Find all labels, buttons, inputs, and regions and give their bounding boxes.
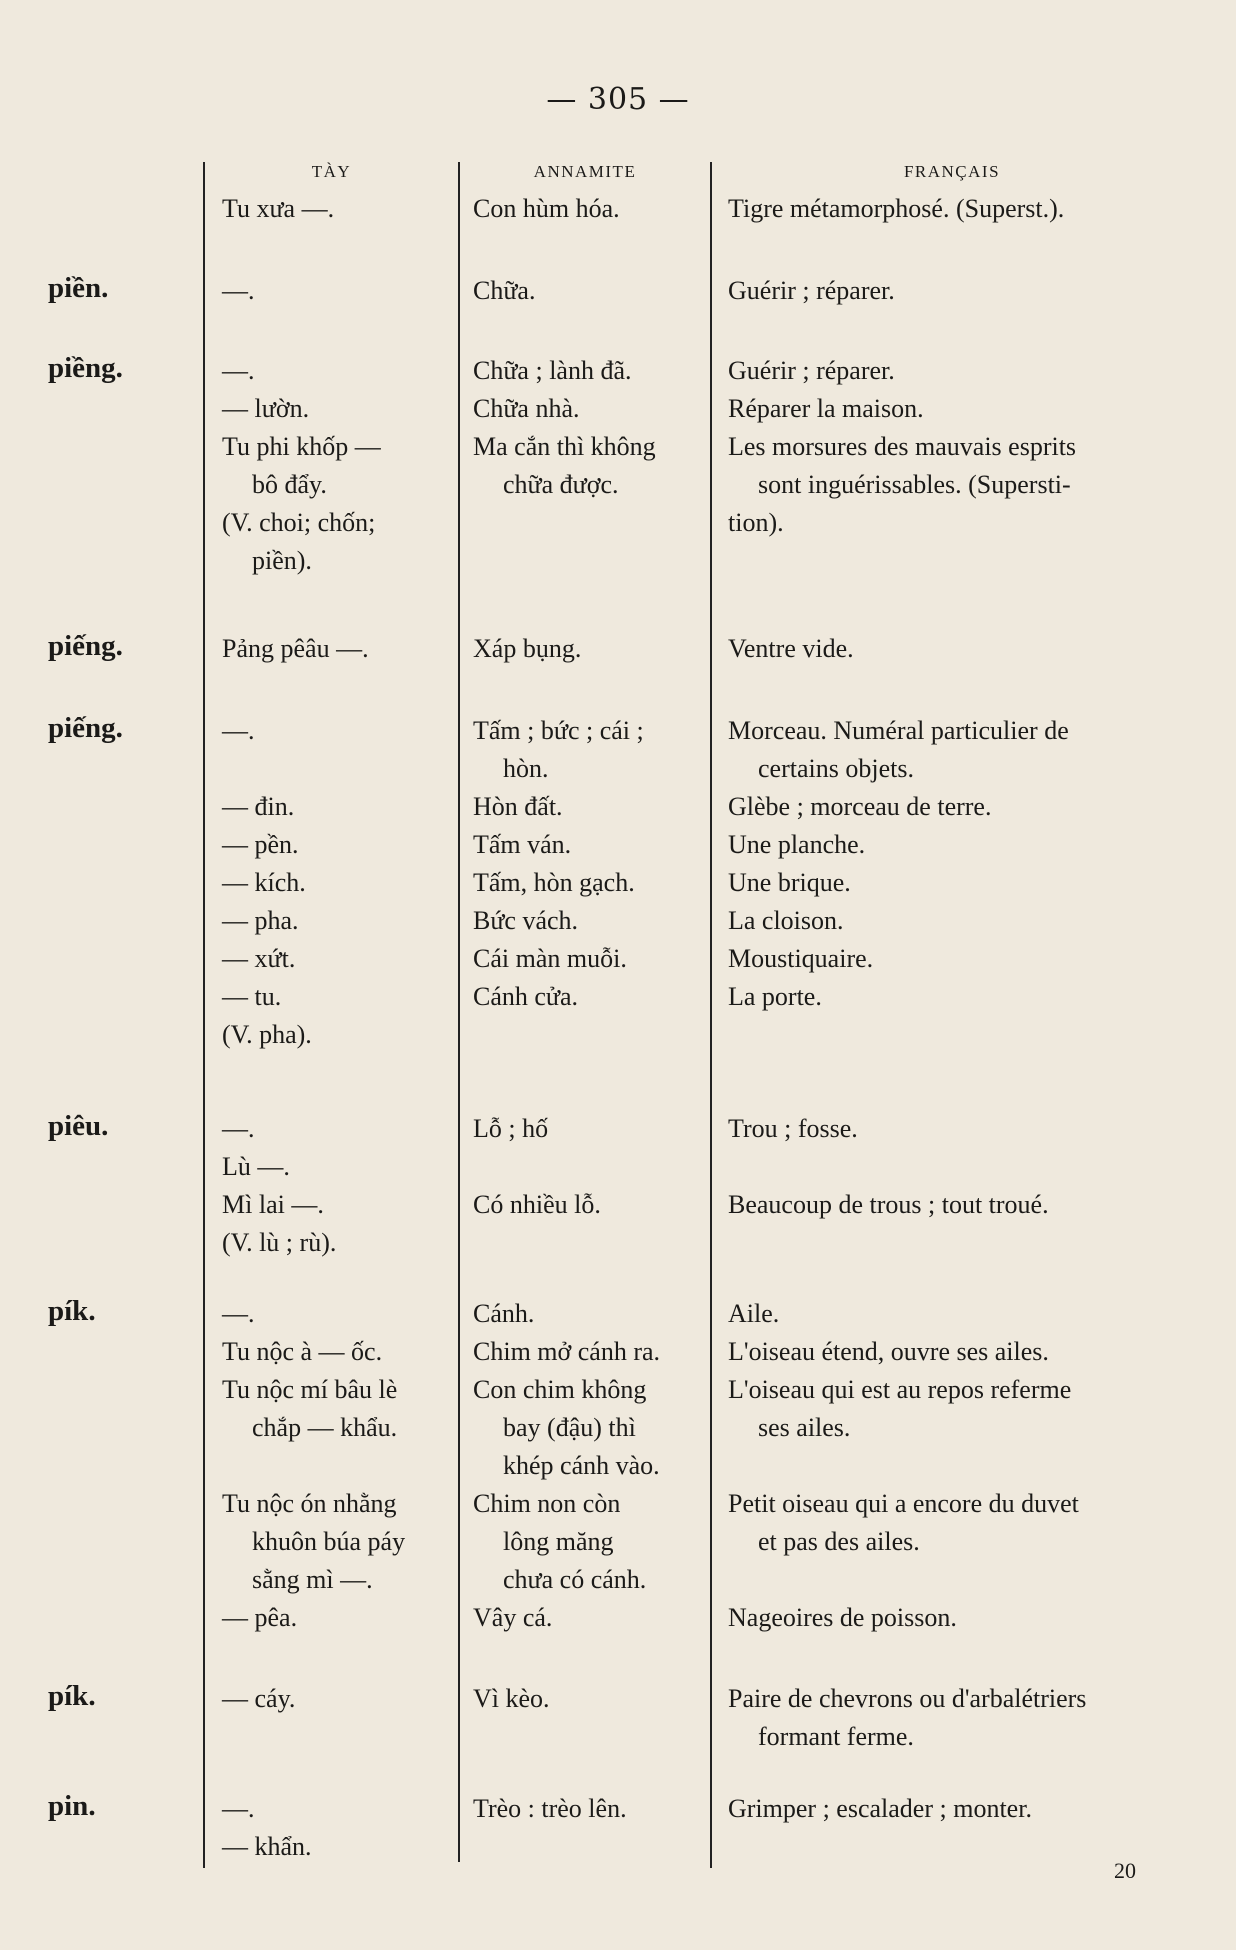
tay-text-line: — cáy. (222, 1684, 296, 1713)
french-text-line: Réparer la maison. (728, 394, 924, 423)
entry-row (0, 1371, 1236, 1485)
annamite-text-line: Tấm ; bức ; cái ; (473, 716, 644, 745)
tay-text (222, 1680, 454, 1718)
sheet-signature: 20 (1114, 1858, 1136, 1883)
french-text (728, 190, 1198, 228)
tay-text (222, 1828, 454, 1866)
annamite-text (473, 1186, 705, 1224)
entry-row (0, 978, 1236, 1016)
annamite-text-line: Hòn đất. (473, 792, 563, 821)
french-text-line: Aile. (728, 1299, 780, 1328)
french-text (728, 1599, 1198, 1637)
annamite-text (473, 630, 705, 668)
annamite-text-line: Chim mở cánh ra. (473, 1337, 661, 1366)
tay-text-line: — đin. (222, 792, 295, 821)
french-text-line: Les morsures des mauvais esprits (728, 432, 1077, 461)
annamite-text-line: Vì kèo. (473, 1684, 550, 1713)
headword: piêu. (48, 1110, 109, 1142)
annamite-text-line: chưa có cánh. (503, 1565, 647, 1594)
tay-text-line: chắp — khẩu. (252, 1413, 398, 1442)
entry-row (0, 1333, 1236, 1371)
annamite-text-line: Vây cá. (473, 1603, 553, 1632)
annamite-text-line: lông măng (503, 1527, 614, 1556)
tay-text-line: — lườn. (222, 394, 310, 423)
tay-text-line: Lù —. (222, 1152, 290, 1181)
french-text-line: et pas des ailes. (758, 1527, 920, 1556)
tay-text-line: —. (222, 276, 255, 305)
french-text-line: Trou ; fosse. (728, 1114, 858, 1143)
tay-text (222, 1110, 454, 1148)
headword: piếng. (48, 712, 123, 744)
tay-text-line: — pền. (222, 830, 299, 859)
french-text-line: formant ferme. (758, 1722, 914, 1751)
entry-row (0, 940, 1236, 978)
tay-text (222, 864, 454, 902)
column-header-annamite: ANNAMITE (533, 162, 637, 181)
french-text (728, 352, 1198, 390)
annamite-text (473, 1371, 705, 1485)
tay-text (222, 826, 454, 864)
french-text-line: Guérir ; réparer. (728, 276, 895, 305)
french-text (728, 1186, 1198, 1224)
french-text-line: Ventre vide. (728, 634, 854, 663)
annamite-text-line: Có nhiều lỗ. (473, 1190, 601, 1219)
column-header-tay: TÀY (311, 162, 352, 181)
tay-text-line: Tu nộc mí bâu lè (222, 1375, 398, 1404)
french-text-line: Une brique. (728, 868, 851, 897)
tay-text (222, 1148, 454, 1186)
french-text (728, 272, 1198, 310)
tay-text-line: —. (222, 356, 255, 385)
entry-row (0, 190, 1236, 228)
tay-text-line: Tu nộc à — ốc. (222, 1337, 383, 1366)
french-text (728, 630, 1198, 668)
annamite-text (473, 428, 705, 504)
annamite-text (473, 826, 705, 864)
annamite-text (473, 902, 705, 940)
entry-row (0, 390, 1236, 428)
entry-row (0, 712, 1236, 788)
tay-text-line: Tu nộc ón nhằng (222, 1489, 397, 1518)
annamite-text-line: Trèo : trèo lên. (473, 1794, 627, 1823)
tay-text-line: Tu phi khốp — (222, 432, 381, 461)
french-text-line: ses ailes. (758, 1413, 851, 1442)
tay-text (222, 1599, 454, 1637)
tay-text-line: Tu xưa —. (222, 194, 335, 223)
entry-row (0, 902, 1236, 940)
annamite-text (473, 1680, 705, 1718)
entry-row (0, 1790, 1236, 1828)
annamite-text (473, 1599, 705, 1637)
entry-row (0, 1485, 1236, 1599)
annamite-text (473, 1333, 705, 1371)
french-text-line: Tigre métamorphosé. (Superst.). (728, 194, 1065, 223)
entry-row (0, 1148, 1236, 1186)
entry-row (0, 1110, 1236, 1148)
tay-text (222, 1016, 454, 1054)
annamite-text (473, 190, 705, 228)
tay-text-line: — pha. (222, 906, 299, 935)
tay-text (222, 712, 454, 750)
french-text-line: L'oiseau étend, ouvre ses ailes. (728, 1337, 1049, 1366)
tay-text (222, 940, 454, 978)
annamite-text-line: Chữa nhà. (473, 394, 580, 423)
french-text-line: tion). (728, 508, 784, 537)
annamite-text-line: Cánh. (473, 1299, 535, 1328)
french-text (728, 1790, 1198, 1828)
annamite-text-line: chữa được. (503, 470, 619, 499)
french-text-line: Guérir ; réparer. (728, 356, 895, 385)
tay-text-line: khuôn búa páy (252, 1527, 406, 1556)
entry-row (0, 788, 1236, 826)
french-text-line: Une planche. (728, 830, 866, 859)
annamite-text (473, 1110, 705, 1148)
entry-row (0, 1599, 1236, 1637)
french-text-line: Paire de chevrons ou d'arbalétriers (728, 1684, 1087, 1713)
entry-row (0, 428, 1236, 504)
tay-text (222, 630, 454, 668)
french-text-line: La cloison. (728, 906, 844, 935)
french-text-line: sont inguérissables. (Supersti- (758, 470, 1071, 499)
entry-row (0, 1680, 1236, 1756)
tay-text-line: —. (222, 1299, 255, 1328)
entry-row (0, 1016, 1236, 1054)
french-text-line: Moustiquaire. (728, 944, 874, 973)
entry-row (0, 272, 1236, 310)
headword: pík. (48, 1295, 96, 1327)
french-text-line: Morceau. Numéral particulier de (728, 716, 1069, 745)
annamite-text (473, 712, 705, 788)
entry-row (0, 1295, 1236, 1333)
annamite-text-line: Cánh cửa. (473, 982, 579, 1011)
annamite-text-line: Xáp bụng. (473, 634, 582, 663)
entry-row (0, 1828, 1236, 1866)
tay-text (222, 902, 454, 940)
french-text (728, 902, 1198, 940)
french-text (728, 1110, 1198, 1148)
tay-text-line: — xứt. (222, 944, 296, 973)
annamite-text-line: khép cánh vào. (503, 1451, 660, 1480)
french-text (728, 978, 1198, 1016)
tay-text (222, 1371, 454, 1447)
entry-row (0, 1224, 1236, 1262)
tay-text-line: (V. pha). (222, 1020, 312, 1049)
french-text-line: Grimper ; escalader ; monter. (728, 1794, 1032, 1823)
french-text (728, 1371, 1198, 1447)
headword: piền. (48, 272, 109, 304)
annamite-text (473, 978, 705, 1016)
entry-row (0, 352, 1236, 390)
headword: pin. (48, 1790, 96, 1822)
annamite-text-line: bay (đậu) thì (503, 1413, 636, 1442)
french-text (728, 390, 1198, 428)
french-text (728, 940, 1198, 978)
tay-text-line: —. (222, 716, 255, 745)
french-text (728, 1333, 1198, 1371)
annamite-text-line: Tấm ván. (473, 830, 572, 859)
tay-text (222, 1224, 454, 1262)
tay-text-line: — kích. (222, 868, 306, 897)
french-text-line: La porte. (728, 982, 822, 1011)
tay-text (222, 1333, 454, 1371)
annamite-text (473, 1485, 705, 1599)
french-text-line: Beaucoup de trous ; tout troué. (728, 1190, 1049, 1219)
annamite-text (473, 940, 705, 978)
annamite-text-line: Chữa. (473, 276, 536, 305)
french-text-line: certains objets. (758, 754, 914, 783)
tay-text (222, 504, 454, 580)
tay-text-line: — tu. (222, 982, 282, 1011)
annamite-text-line: Lỗ ; hố (473, 1114, 549, 1143)
tay-text (222, 1790, 454, 1828)
tay-text-line: —. (222, 1114, 255, 1143)
annamite-text-line: Con hùm hóa. (473, 194, 620, 223)
entry-row (0, 630, 1236, 668)
french-text-line: L'oiseau qui est au repos referme (728, 1375, 1072, 1404)
french-text-line: Nageoires de poisson. (728, 1603, 957, 1632)
french-text (728, 788, 1198, 826)
tay-text-line: Pảng pêâu —. (222, 634, 369, 663)
tay-text (222, 1295, 454, 1333)
tay-text-line: — khẩn. (222, 1832, 312, 1861)
french-text-line: Petit oiseau qui a encore du duvet (728, 1489, 1079, 1518)
tay-text (222, 272, 454, 310)
headword: pík. (48, 1680, 96, 1712)
tay-text (222, 190, 454, 228)
annamite-text-line: Bức vách. (473, 906, 579, 935)
annamite-text (473, 864, 705, 902)
french-text (728, 826, 1198, 864)
annamite-text-line: Ma cắn thì không (473, 432, 656, 461)
entry-row (0, 826, 1236, 864)
annamite-text-line: Chữa ; lành đã. (473, 356, 632, 385)
french-text (728, 428, 1198, 504)
tay-text (222, 978, 454, 1016)
annamite-text-line: Con chim không (473, 1375, 647, 1404)
tay-text-line: piền). (252, 546, 312, 575)
french-text (728, 864, 1198, 902)
french-text (728, 1680, 1198, 1756)
annamite-text (473, 272, 705, 310)
french-text-line: Glèbe ; morceau de terre. (728, 792, 992, 821)
column-header-francais: FRANÇAIS (903, 162, 1001, 181)
annamite-text-line: hòn. (503, 754, 549, 783)
annamite-text-line: Cái màn muỗi. (473, 944, 627, 973)
annamite-text-line: Tấm, hòn gạch. (473, 868, 635, 897)
tay-text (222, 1485, 454, 1599)
entry-row (0, 1186, 1236, 1224)
tay-text (222, 352, 454, 390)
french-text (728, 712, 1198, 788)
annamite-text (473, 788, 705, 826)
annamite-text (473, 1295, 705, 1333)
headword: piềng. (48, 352, 123, 384)
annamite-text (473, 352, 705, 390)
tay-text-line: (V. lù ; rù). (222, 1228, 337, 1257)
entry-row (0, 864, 1236, 902)
annamite-text-line: Chim non còn (473, 1489, 621, 1518)
tay-text (222, 1186, 454, 1224)
tay-text-line: bô đẩy. (252, 470, 327, 499)
french-text (728, 1295, 1198, 1333)
tay-text (222, 390, 454, 428)
tay-text (222, 428, 454, 504)
annamite-text (473, 390, 705, 428)
french-text (728, 504, 1198, 542)
tay-text-line: —. (222, 1794, 255, 1823)
tay-text-line: Mì lai —. (222, 1190, 324, 1219)
tay-text-line: (V. choi; chốn; (222, 508, 376, 537)
headword: piếng. (48, 630, 123, 662)
french-text (728, 1485, 1198, 1561)
tay-text (222, 788, 454, 826)
page-number: — 305 — (546, 82, 690, 117)
annamite-text (473, 1790, 705, 1828)
tay-text-line: sằng mì —. (252, 1565, 373, 1594)
tay-text-line: — pêa. (222, 1603, 298, 1632)
entry-row (0, 504, 1236, 580)
